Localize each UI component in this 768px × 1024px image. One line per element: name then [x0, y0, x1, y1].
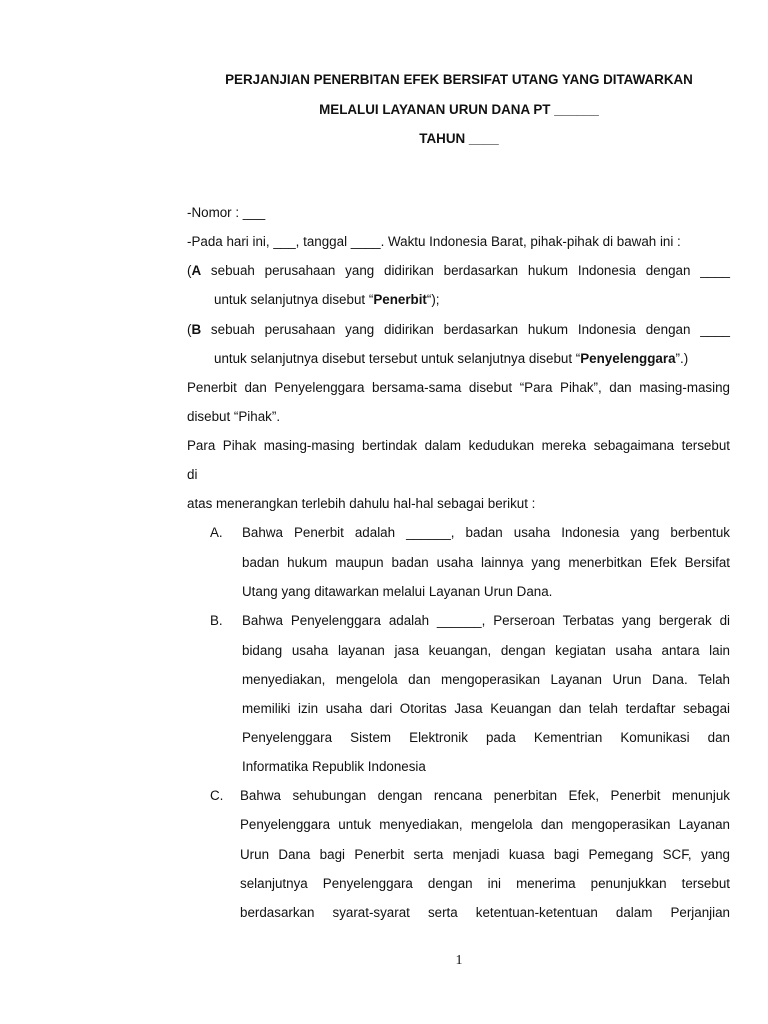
party-b-alias: Penyelenggara [580, 351, 676, 366]
para-pihak-line-1: Penerbit dan Penyelenggara bersama-sama disebut “Para Pihak”, dan masing-masing [187, 380, 730, 395]
item-c-line-2: Penyelenggara untuk menyediakan, mengelola dan mengoperasikan Layanan [240, 817, 730, 832]
party-a-description: sebuah perusahaan yang didirikan berdasarkan hukum Indonesia dengan ____ [201, 263, 730, 278]
kedudukan-line-2: di [187, 467, 198, 482]
pada-hari-line: -Pada hari ini, ___, tanggal ____. Waktu Indonesia Barat, pihak-pihak di bawah ini : [187, 234, 681, 249]
party-a-alias: Penerbit [373, 292, 427, 307]
doc-title-line-2: MELALUI LAYANAN URUN DANA PT ______ [319, 102, 599, 117]
item-a-marker: A. [210, 525, 223, 540]
kedudukan-line-3: atas menerangkan terlebih dahulu hal-hal sebagai berikut : [187, 496, 536, 511]
doc-title-line-1: PERJANJIAN PENERBITAN EFEK BERSIFAT UTANG YANG DITAWARKAN [225, 72, 693, 87]
para-pihak-line-2: disebut “Pihak”. [187, 409, 281, 424]
page-number: 1 [455, 953, 463, 968]
kedudukan-line-1: Para Pihak masing-masing bertindak dalam kedudukan mereka sebagaimana tersebut [187, 438, 730, 453]
item-a-line-3: Utang yang ditawarkan melalui Layanan Urun Dana. [242, 584, 553, 599]
item-b-marker: B. [210, 613, 223, 628]
item-c-line-3: Urun Dana bagi Penerbit serta menjadi kuasa bagi Pemegang SCF, yang [240, 847, 730, 862]
nomor-line: -Nomor : ___ [187, 205, 266, 220]
item-b-line-1: Bahwa Penyelenggara adalah ______, Perseroan Terbatas yang bergerak di [242, 613, 730, 628]
item-a-line-2: badan hukum maupun badan usaha lainnya yang menerbitkan Efek Bersifat [242, 555, 730, 570]
party-b-letter: B [191, 322, 202, 337]
party-b-line-2 [214, 351, 688, 367]
item-b-line-3: menyediakan, mengelola dan mengoperasikan Layanan Urun Dana. Telah [242, 672, 730, 687]
item-b-line-6: Informatika Republik Indonesia [242, 759, 426, 774]
item-b-line-4: memiliki izin usaha dari Otoritas Jasa Keuangan dan telah terdaftar sebagai [242, 701, 730, 716]
party-b-alias-post: ”.) [675, 351, 689, 366]
party-a-letter: A [191, 263, 202, 278]
party-b-alias-pre: untuk selanjutnya disebut tersebut untuk selanjutnya disebut “ [214, 351, 581, 366]
party-b-description: sebuah perusahaan yang didirikan berdasarkan hukum Indonesia dengan ____ [201, 322, 730, 337]
item-c-line-4: selanjutnya Penyelenggara dengan ini menerima penunjukkan tersebut [240, 876, 730, 891]
party-a-open: ( [187, 263, 192, 278]
party-a-line-1 [187, 263, 730, 279]
party-a-line-2 [214, 292, 440, 308]
party-b-line-1 [187, 322, 730, 338]
item-a-line-1: Bahwa Penerbit adalah ______, badan usaha Indonesia yang berbentuk [242, 525, 730, 540]
party-b-open: ( [187, 322, 192, 337]
party-a-alias-post: “); [426, 292, 440, 307]
item-c-marker: C. [210, 788, 224, 803]
item-b-line-5: Penyelenggara Sistem Elektronik pada Kementrian Komunikasi dan [242, 730, 730, 745]
item-c-line-1: Bahwa sehubungan dengan rencana penerbitan Efek, Penerbit menunjuk [240, 788, 730, 803]
party-a-alias-pre: untuk selanjutnya disebut “ [214, 292, 374, 307]
item-c-line-5: berdasarkan syarat-syarat serta ketentuan-ketentuan dalam Perjanjian [240, 905, 730, 920]
item-b-line-2: bidang usaha layanan jasa keuangan, dengan kegiatan usaha antara lain [242, 643, 730, 658]
doc-title-line-3: TAHUN ____ [419, 131, 499, 146]
